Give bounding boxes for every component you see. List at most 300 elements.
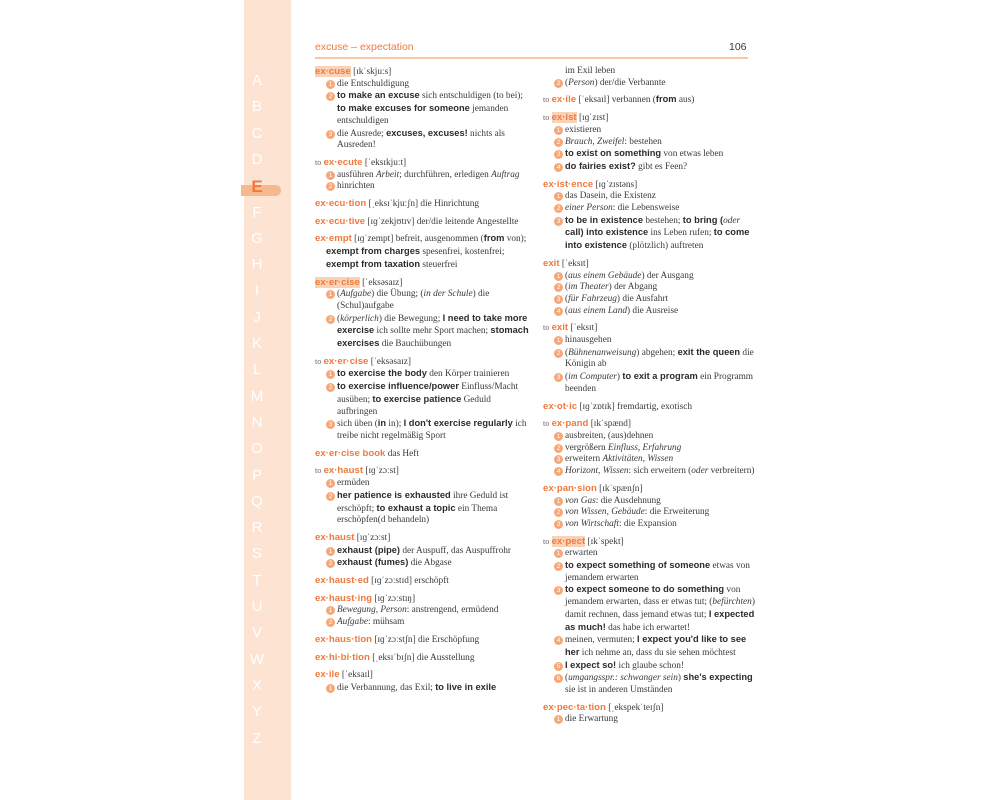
sense (315, 617, 530, 629)
context-label: für Fahrzeug (568, 293, 617, 304)
sense (543, 125, 758, 137)
context-label: Aktivitäten, Wissen (602, 454, 674, 465)
index-letter-o: O (251, 440, 263, 458)
sense (315, 557, 530, 570)
index-letter-r: R (251, 519, 263, 537)
headword: ex·er·cise (323, 355, 369, 367)
sense-number: 2 (326, 315, 335, 324)
context-label: aus einem Gebäude (568, 270, 642, 281)
sense-number: 3 (554, 150, 563, 159)
index-letter-g: G (251, 229, 263, 247)
headword: exit (551, 322, 569, 334)
pronunciation: [ɪɡˈzɔːstʃn] (374, 634, 416, 645)
sense (543, 294, 758, 306)
definition-text: die Hinrichtung (420, 199, 480, 210)
sense (543, 634, 758, 659)
definition-text: die Entschuldigung (337, 78, 410, 89)
index-letter-p: P (251, 466, 262, 484)
pronunciation: [ɪɡˈzɪst] (578, 113, 609, 124)
left-column (315, 66, 530, 700)
sense (543, 191, 758, 203)
sense-number: 1 (554, 497, 563, 506)
definition-text: die Abgase (408, 558, 452, 569)
definition-text: ) die Ausreise (627, 305, 679, 316)
example-phrase: to be in existence (565, 214, 644, 225)
entry-existence (543, 179, 758, 253)
sense (315, 170, 530, 182)
definition-text: verbannen ( (611, 95, 656, 106)
sense (543, 496, 758, 508)
context-label: im Computer (568, 372, 617, 383)
definition-text: (plötzlich) auftreten (627, 241, 704, 252)
headword: ex·ist (551, 112, 577, 124)
headword: ex·cuse (315, 66, 351, 77)
sense-number: 2 (554, 508, 563, 517)
sense (543, 371, 758, 395)
headword: exit (543, 257, 560, 269)
headword: ex·empt (315, 233, 352, 245)
sense (315, 90, 530, 127)
right-column (543, 66, 758, 731)
sense (315, 682, 530, 695)
index-letter-q: Q (251, 492, 263, 510)
sense-number: 3 (554, 586, 563, 595)
definition-text: : anstrengend, ermüdend (406, 605, 499, 616)
definition-text: den Körper trainieren (426, 369, 510, 380)
example-phrase: she's expecting (683, 672, 753, 683)
sense (543, 560, 758, 584)
headword: ex·pec·ta·tion (543, 701, 606, 713)
index-letter-m: M (250, 387, 264, 405)
index-letter-j: J (253, 308, 261, 326)
index-letter-a: A (251, 72, 262, 89)
definition-text: das Heft (387, 448, 419, 459)
sense (543, 148, 758, 161)
definition-text: ( (565, 293, 569, 304)
example-phrase: to make excuses for someone (337, 103, 470, 114)
sense (543, 466, 758, 478)
context-label: Auftrag (491, 169, 520, 180)
example-phrase: do fairies exist? (565, 160, 636, 171)
example-phrase: to bring ( (682, 214, 724, 225)
example-phrase: exempt from taxation (326, 258, 421, 269)
sense (315, 381, 530, 418)
sense (543, 548, 758, 560)
definition-text: von etwas leben (661, 149, 724, 160)
entry-exit-noun (543, 258, 758, 318)
page-number: 106 (729, 41, 747, 53)
word-class: to (543, 95, 550, 105)
index-letter-w: W (249, 650, 265, 668)
word-class: to (543, 536, 550, 546)
alphabet-index (244, 0, 291, 800)
definition-text: sie ist in anderen Umständen (565, 685, 673, 696)
entry-exempt (315, 233, 530, 271)
entry-expectation (543, 702, 758, 726)
example-phrase: to exist on something (565, 148, 662, 159)
sense-number: 2 (554, 204, 563, 213)
sense (543, 714, 758, 726)
sense-number: 4 (554, 307, 563, 316)
example-phrase: excuses, excuses! (386, 127, 468, 138)
sense-number: 4 (554, 163, 563, 172)
context-label: Aufgabe (337, 617, 368, 628)
index-letter-c: C (251, 124, 263, 142)
entry-exercise-verb (315, 356, 530, 443)
definition-text: bestehen; (643, 215, 683, 226)
definition-text: ) abgehen; (636, 347, 678, 358)
sense (543, 660, 758, 673)
definition-text: der/die leitende Angestellte (416, 216, 519, 227)
sense (315, 478, 530, 490)
definition-text: ) der Abgang (608, 282, 658, 293)
sense (543, 454, 758, 466)
sense (543, 161, 758, 174)
index-letter-n: N (251, 413, 263, 431)
definition-text: der Auspuff, das Auspuffrohr (400, 545, 511, 556)
entry-exile-continued (543, 66, 758, 89)
pronunciation: [ˈeksəsaɪz] (362, 277, 403, 288)
definition-text: ein Thema erschöpfen(d behandeln) (337, 503, 498, 526)
sense (543, 584, 758, 634)
pronunciation: [ˈeksaɪl] (341, 670, 373, 681)
definition-text: erschöpft (414, 576, 449, 587)
entry-exhaustion (315, 634, 530, 647)
sense-number: 2 (326, 492, 335, 501)
pronunciation: [ɪɡˈzɪstəns] (595, 179, 638, 190)
sense-number: 6 (554, 674, 563, 683)
sense-number: 3 (554, 455, 563, 464)
sense (315, 313, 530, 351)
definition-text: ausführen (337, 169, 376, 180)
definition-text: hinrichten (337, 181, 375, 192)
example-phrase: to make an excuse (337, 90, 420, 101)
index-letter-u: U (251, 598, 263, 615)
definition-text: steuerfrei (420, 259, 458, 270)
index-letter-v: V (251, 624, 262, 642)
definition-text: ) die Bewegung; (378, 313, 443, 324)
example-phrase: in (377, 418, 387, 429)
sense-number: 2 (554, 138, 563, 147)
definition-text: (to bei) (493, 91, 521, 102)
word-class: to (543, 419, 550, 429)
sense-number: 1 (326, 547, 335, 556)
definition-text: ich treibe nicht regelmäßig Sport (337, 419, 527, 441)
headword: ex·ile (551, 94, 577, 106)
definition-text: ich glaube schon! (616, 660, 685, 671)
definition-text: ; durchführen, erledigen (399, 169, 492, 180)
sense-number: 4 (554, 467, 563, 476)
pronunciation: [ˌekspekˈteɪʃn] (608, 702, 664, 713)
definition-text: ermüden (337, 478, 370, 489)
sense (315, 418, 530, 442)
sense-number: 2 (554, 79, 563, 88)
sense (315, 490, 530, 527)
definition-text: ( (565, 347, 569, 358)
definition-text: : die Expansion (618, 518, 677, 529)
entry-exit-verb (543, 322, 758, 395)
example-phrase: exhaust (fumes) (337, 557, 409, 568)
sense-number: 1 (554, 192, 563, 201)
index-letter-i: I (254, 282, 260, 300)
definition-text: : mühsam (367, 617, 405, 628)
sense-number: 2 (326, 383, 335, 392)
sense-number: 2 (554, 349, 563, 358)
definition-text: ( (565, 673, 569, 684)
definition-text: ein Programm beenden (565, 372, 754, 394)
context-label: Bühnenanweisung (568, 347, 637, 358)
entry-expand (543, 418, 758, 478)
definition-text: ) die (Schul)aufgabe (337, 289, 490, 311)
example-phrase: from (483, 233, 505, 244)
definition-text: fremdartig, exotisch (617, 401, 692, 412)
headword: ex·er·cise (315, 276, 360, 288)
sense (315, 128, 530, 152)
definition-text: ( (565, 305, 569, 316)
pronunciation: [ɪɡˈzɔːstɪŋ] (374, 593, 416, 604)
index-letter-l: L (252, 361, 262, 379)
sense-number: 1 (326, 370, 335, 379)
context-label: Einfluss, Erfahrung (607, 442, 682, 453)
definition-text: in); (386, 419, 404, 430)
context-label: befürchten (712, 597, 752, 608)
sense-number: 1 (554, 336, 563, 345)
definition-text: ich nehme an, dass du sie sehen möchtest (579, 647, 736, 658)
definition-text: Einfluss/Macht ausüben; (337, 382, 519, 405)
context-label: in der Schule (423, 289, 473, 300)
definition-text: aus) (676, 95, 695, 106)
example-phrase: to come into existence (565, 227, 750, 251)
headword: ex·pect (551, 535, 586, 547)
headword: ex·ot·ic (543, 400, 578, 412)
index-letter-t: T (252, 571, 262, 589)
definition-text: : die Ausdehnung (595, 495, 661, 506)
definition-text: spesenfrei, kostenfrei; (420, 247, 505, 258)
sense (543, 519, 758, 531)
definition-text: hinausgehen (565, 335, 612, 346)
definition-text: ( (565, 372, 569, 383)
example-phrase: to exhaust a topic (376, 502, 456, 513)
entry-executive (315, 216, 530, 229)
entry-expect (543, 536, 758, 697)
example-phrase: from (655, 94, 677, 105)
pronunciation: [ˈeksɪt] (570, 323, 598, 334)
example-phrase: her patience is exhausted (337, 489, 451, 500)
sense (543, 335, 758, 347)
index-letter-e: E (251, 177, 263, 197)
entry-excuse-noun (315, 66, 530, 152)
pronunciation: [ɪɡˈzɔːst] (365, 466, 399, 477)
definition-text: : die Lebensweise (612, 203, 680, 214)
word-class: to (315, 356, 322, 366)
definition-text: : die Erweiterung (644, 507, 710, 518)
definition-text: im Exil leben (565, 66, 616, 76)
sense-number: 1 (326, 290, 335, 299)
headword: ex·haust (315, 531, 355, 543)
entry-exotic (543, 401, 758, 414)
sense-number: 2 (554, 444, 563, 453)
sense-number: 3 (326, 420, 335, 429)
context-label: oder (691, 466, 709, 477)
sense-number: 1 (554, 715, 563, 724)
sense-number: 1 (554, 549, 563, 558)
definition-text: ich sollte mehr Sport machen; (374, 326, 491, 337)
example-phrase: to exercise the body (337, 368, 427, 379)
entry-exhausted (315, 575, 530, 588)
definition-text: ins Leben rufen; (648, 228, 714, 239)
sense-number: 1 (554, 126, 563, 135)
definition-text: verbreitern) (708, 466, 755, 477)
entry-exercise-book (315, 448, 530, 461)
index-letter-h: H (251, 256, 263, 274)
sense-number: 2 (326, 92, 335, 101)
headword: ex·haust (323, 465, 364, 477)
headword: ex·ecu·tive (315, 215, 366, 227)
pronunciation: [ɪɡˈzɔːst] (356, 532, 391, 543)
sense-number: 1 (326, 479, 335, 488)
definition-text: ) damit rechnen, dass jemand etwas tut; (565, 597, 755, 620)
sense (543, 507, 758, 519)
definition-text: : sich erweitern ( (628, 466, 692, 477)
example-phrase: to exit a program (622, 371, 698, 382)
entry-exhausting (315, 593, 530, 629)
definition-text: jemanden entschuldigen (337, 104, 509, 126)
sense (543, 215, 758, 253)
example-phrase: to exercise influence/power (337, 381, 459, 392)
word-class: to (315, 466, 322, 476)
example-phrase: exhaust (pipe) (337, 544, 401, 555)
context-label: aus einem Land (568, 305, 627, 316)
definition-text: gibt es Feen? (635, 161, 688, 172)
pronunciation: [ˈeksaɪl] (578, 95, 610, 106)
context-label: Person (568, 77, 595, 88)
sense (543, 443, 758, 455)
context-label: von Wissen, Gebäude (565, 507, 645, 518)
index-letter-k: K (251, 335, 262, 352)
example-phrase: I need to take more exercise (337, 312, 528, 336)
definition-text: ) (616, 372, 623, 383)
definition-text: ) der Ausgang (641, 270, 694, 281)
definition-text: ) die Übung; ( (371, 289, 424, 300)
index-letter-f: F (252, 203, 262, 221)
example-phrase: I expected as much! (565, 608, 755, 632)
sense-number: 4 (554, 636, 563, 645)
index-letter-x: X (251, 676, 262, 694)
context-label: umgangsspr.: schwanger sein (568, 673, 678, 684)
pronunciation: [ɪɡˈzekjʊtɪv] (367, 216, 415, 227)
definition-text: ( (565, 282, 569, 293)
definition-text: ausbreiten, (aus)dehnen (565, 430, 654, 441)
entry-execute: to ex·ecute [ˈeksɪkjuːt] 1 ausführen Arbeit; durchführen, erledigen Auftrag 2 hinrichten (315, 157, 530, 193)
pronunciation: [ˌeksɪˈkjuːʃn] (368, 199, 419, 210)
example-phrase: I expect you'd like to see her (565, 634, 747, 657)
index-letter-b: B (251, 98, 262, 116)
sense-number: 2 (554, 562, 563, 571)
sense-number: 3 (554, 295, 563, 304)
entry-exhibition (315, 652, 530, 665)
entry-exist (543, 112, 758, 174)
definition-text: ( (337, 289, 341, 300)
entry-expansion (543, 483, 758, 531)
definition-text: Geduld aufbringen (337, 394, 491, 417)
headword: ex·ile (315, 669, 340, 681)
entry-exile-verb (543, 94, 758, 107)
example-phrase: to exercise patience (372, 393, 462, 404)
definition-text: existieren (565, 124, 602, 135)
entry-exercise-noun (315, 277, 530, 351)
sense (543, 431, 758, 443)
word-class: to (543, 323, 550, 333)
definition-text: etwas von jemandem erwarten (565, 561, 750, 583)
example-phrase: call) into existence (565, 227, 649, 238)
sense-number: 2 (326, 618, 335, 627)
sense (315, 545, 530, 558)
headword: ex·haus·tion (315, 633, 373, 645)
index-letter-s: S (251, 545, 262, 563)
definition-text: das habe ich erwartet! (605, 622, 690, 633)
entry-execution (315, 198, 530, 211)
definition-text: nichts als Ausreden! (337, 128, 505, 151)
header-divider (315, 57, 748, 59)
definition-text: die Erschöpfung (418, 634, 480, 645)
context-label: Arbeit (375, 169, 400, 180)
sense-number: 1 (554, 432, 563, 441)
sense (543, 306, 758, 318)
example-phrase: to live in exile (435, 681, 497, 692)
sense-number: 3 (326, 130, 335, 139)
definition-text: von); (504, 234, 527, 245)
pronunciation: [ɪɡˈzɒtɪk] (579, 401, 615, 412)
headword: ex·haust·ed (315, 575, 369, 587)
sense-number: 2 (326, 559, 335, 568)
sense-number: 2 (326, 182, 335, 191)
sense-number: 1 (554, 272, 563, 281)
example-phrase: to expect someone to do something (565, 584, 725, 595)
context-label: einer Person (565, 203, 613, 214)
context-label: Bewegung, Person (337, 605, 407, 616)
definition-text: ihre Geduld ist erschöpft; (337, 490, 509, 514)
sense (315, 368, 530, 381)
headword: ex·pand (551, 418, 589, 430)
definition-text: ) (677, 673, 684, 684)
index-letter-d: D (251, 150, 263, 168)
definition-text: meinen, vermuten; (565, 635, 638, 646)
context-label: körperlich (340, 313, 379, 324)
index-letter-z: Z (252, 729, 262, 747)
pronunciation: [ɪkˈskjuːs] (353, 67, 392, 77)
definition-text: : bestehen (624, 136, 662, 147)
definition-text: die Erwartung (565, 714, 618, 725)
pronunciation: [ɪɡˈzɔːstɪd] (371, 576, 412, 587)
sense (543, 672, 758, 696)
context-label: Aufgabe (340, 289, 372, 300)
sense-number: 1 (326, 606, 335, 615)
pronunciation: [ˈeksəsaɪz] (370, 356, 411, 367)
example-phrase: I don't exercise regularly (403, 418, 513, 429)
definition-text: ( (337, 313, 341, 324)
context-label: oder (723, 215, 741, 226)
sense-number: 3 (554, 373, 563, 382)
sense (543, 271, 758, 283)
headword: ex·pan·sion (543, 482, 597, 494)
sense (543, 137, 758, 149)
pronunciation: [ˌeksɪˈbɪʃn] (372, 652, 415, 663)
definition-text: ( (565, 270, 569, 281)
definition-text: von jemandem erwarten, dass er etwas tut; ( (565, 585, 741, 608)
pronunciation: [ɪkˈspænʃn] (599, 483, 643, 494)
headword: ex·ist·ence (543, 178, 594, 190)
definition-text: die Verbannung, das Exil; (337, 682, 436, 693)
